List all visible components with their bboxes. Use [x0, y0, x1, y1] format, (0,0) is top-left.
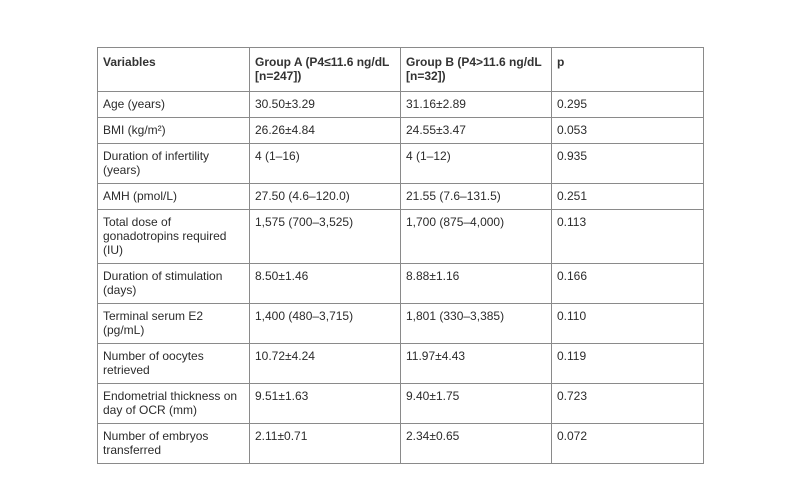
cell-variable: BMI (kg/m²) [98, 118, 250, 144]
table-row [98, 304, 704, 344]
cell-p-value: 0.251 [552, 184, 704, 210]
header-variables: Variables [98, 48, 250, 92]
cell-group-b: 1,700 (875–4,000) [401, 210, 552, 264]
cell-group-a: 30.50±3.29 [250, 92, 401, 118]
cell-variable: Number of oocytes retrieved [98, 344, 250, 384]
table-row [98, 210, 704, 264]
cell-group-a: 1,575 (700–3,525) [250, 210, 401, 264]
cell-group-a: 4 (1–16) [250, 144, 401, 184]
cell-variable: AMH (pmol/L) [98, 184, 250, 210]
cell-group-b: 24.55±3.47 [401, 118, 552, 144]
cell-group-a: 9.51±1.63 [250, 384, 401, 424]
cell-p-value: 0.053 [552, 118, 704, 144]
cell-variable: Number of embryos transferred [98, 424, 250, 464]
cell-p-value: 0.072 [552, 424, 704, 464]
comparison-table-container [97, 47, 703, 464]
cell-group-b: 31.16±2.89 [401, 92, 552, 118]
table-row [98, 118, 704, 144]
table-body [98, 92, 704, 464]
table-row [98, 344, 704, 384]
table-row [98, 144, 704, 184]
header-group-b: Group B (P4>11.6 ng/dL [n=32]) [401, 48, 552, 92]
table-row [98, 92, 704, 118]
cell-variable: Age (years) [98, 92, 250, 118]
cell-group-b: 1,801 (330–3,385) [401, 304, 552, 344]
table-row [98, 424, 704, 464]
cell-p-value: 0.723 [552, 384, 704, 424]
header-p-value: p [552, 48, 704, 92]
cell-p-value: 0.935 [552, 144, 704, 184]
cell-variable: Endometrial thickness on day of OCR (mm) [98, 384, 250, 424]
cell-group-a: 27.50 (4.6–120.0) [250, 184, 401, 210]
cell-p-value: 0.166 [552, 264, 704, 304]
header-group-a: Group A (P4≤11.6 ng/dL [n=247]) [250, 48, 401, 92]
header-row [98, 48, 704, 92]
cell-group-b: 9.40±1.75 [401, 384, 552, 424]
cell-group-a: 2.11±0.71 [250, 424, 401, 464]
cell-group-a: 10.72±4.24 [250, 344, 401, 384]
cell-group-b: 21.55 (7.6–131.5) [401, 184, 552, 210]
cell-p-value: 0.295 [552, 92, 704, 118]
cell-group-a: 8.50±1.46 [250, 264, 401, 304]
cell-group-b: 2.34±0.65 [401, 424, 552, 464]
cell-variable: Duration of stimulation (days) [98, 264, 250, 304]
table-header [98, 48, 704, 92]
table-row [98, 384, 704, 424]
cell-p-value: 0.113 [552, 210, 704, 264]
cell-variable: Duration of infertility (years) [98, 144, 250, 184]
cell-group-b: 11.97±4.43 [401, 344, 552, 384]
cell-variable: Terminal serum E2 (pg/mL) [98, 304, 250, 344]
cell-variable: Total dose of gonadotropins required (IU) [98, 210, 250, 264]
cell-p-value: 0.119 [552, 344, 704, 384]
cell-p-value: 0.110 [552, 304, 704, 344]
table-row [98, 184, 704, 210]
table-row [98, 264, 704, 304]
cell-group-b: 4 (1–12) [401, 144, 552, 184]
cell-group-b: 8.88±1.16 [401, 264, 552, 304]
cell-group-a: 26.26±4.84 [250, 118, 401, 144]
cell-group-a: 1,400 (480–3,715) [250, 304, 401, 344]
comparison-table [97, 47, 704, 464]
